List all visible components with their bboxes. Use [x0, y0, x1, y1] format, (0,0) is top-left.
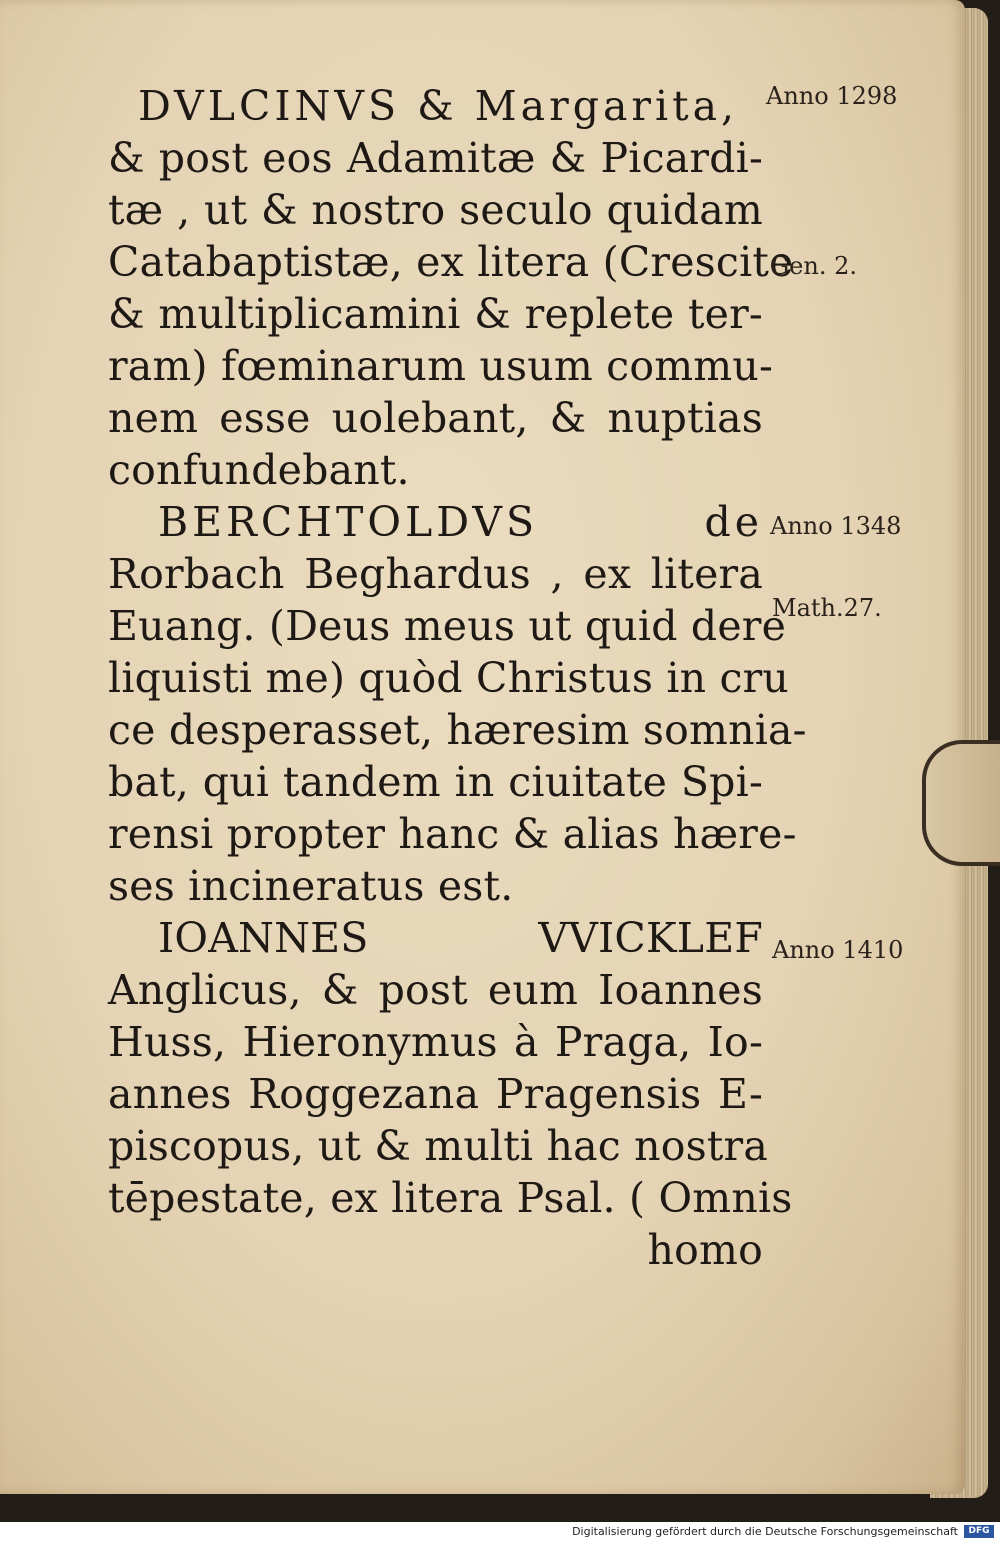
text-line: ce desperasset, hæresim somnia-	[108, 706, 807, 754]
dfg-logo-icon: DFG	[964, 1525, 994, 1538]
footer-bar	[0, 1522, 1000, 1542]
text-line: IOANNES VVICKLEF	[158, 914, 763, 962]
margin-note-math-27: Math.27.	[772, 594, 882, 622]
text-line: annes Roggezana Pragensis E-	[108, 1070, 763, 1118]
text-line: piscopus, ut & multi hac nostra	[108, 1122, 768, 1170]
text-line: Anglicus, & post eum Ioannes	[108, 966, 763, 1014]
margin-note-anno-1298: Anno 1298	[766, 82, 898, 110]
margin-note-anno-1348: Anno 1348	[770, 512, 902, 540]
catchword: homo	[647, 1226, 763, 1274]
text-line: ram) fœminarum usum commu-	[108, 342, 774, 390]
funding-credit: Digitalisierung gefördert durch die Deutsche Forschungsgemeinschaft	[572, 1525, 958, 1538]
text-line: Rorbach Beghardus , ex litera	[108, 550, 763, 598]
margin-note-anno-1410: Anno 1410	[772, 936, 904, 964]
text-line: tæ , ut & nostro seculo quidam	[108, 186, 763, 234]
text-line: tēpestate, ex litera Psal. ( Omnis	[108, 1174, 793, 1222]
text-line: confundebant.	[108, 446, 410, 494]
text-line: & post eos Adamitæ & Picardi-	[108, 134, 763, 182]
text-line: bat, qui tandem in ciuitate Spi-	[108, 758, 763, 806]
text-line: Catabaptistæ, ex litera (Crescite	[108, 238, 794, 286]
text-line: rensi propter hanc & alias hære-	[108, 810, 797, 858]
text-line: & multiplicamini & replete ter-	[108, 290, 763, 338]
text-line: DVLCINVS & Margarita,	[138, 82, 739, 130]
text-line: Euang. (Deus meus ut quid dere	[108, 602, 787, 650]
text-line: ses incineratus est.	[108, 862, 514, 910]
text-line: nem esse uolebant, & nuptias	[108, 394, 763, 442]
margin-note-gen-2: Gen. 2.	[770, 252, 857, 280]
text-line: Huss, Hieronymus à Praga, Io-	[108, 1018, 763, 1066]
text-line: BERCHTOLDVS de	[158, 498, 763, 546]
book-clasp	[922, 740, 1000, 866]
text-line: liquisti me) quòd Christus in cru	[108, 654, 790, 702]
